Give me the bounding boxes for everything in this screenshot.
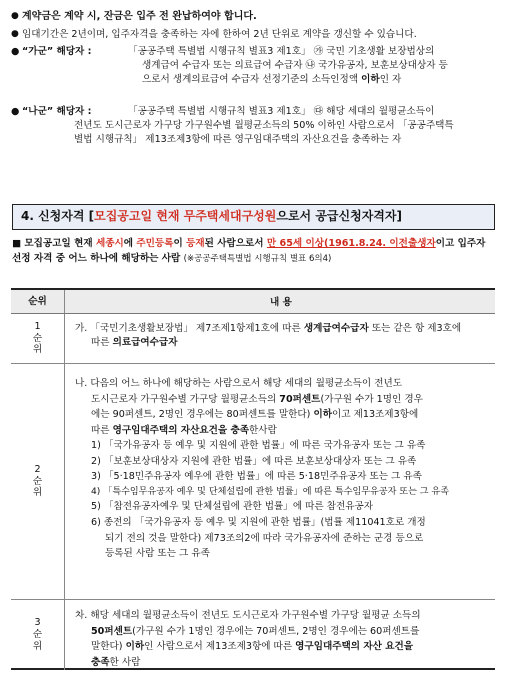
group-ga [10, 45, 500, 87]
table-row [11, 364, 495, 600]
content-line [75, 407, 487, 423]
emphasis: 이하 [361, 74, 380, 86]
emphasis: 영구임대주택의 자산 요건을 [295, 641, 414, 653]
section-prefix: 4. 신청자격 [ [21, 209, 95, 224]
sub-item: 3) 「5·18민주유공자 예우에 관한 법률」에 따른 5·18민주유공자 또는 그 유족 [91, 471, 422, 483]
reference-note: (※공공주택특별법 시행규칙 별표 6의4) [183, 254, 332, 265]
sub-item: 6) 종전의 「국가유공자 등 예우 및 지원에 관한 법률」(법률 제11041호로 개정 [91, 516, 426, 528]
rank-char: 위 [32, 344, 43, 356]
text: 한 사람 [109, 656, 141, 668]
emphasis: 생계급여수급자 [303, 323, 369, 334]
text: 도시근로자 가구원수별 가구당 월평균소득의 [91, 393, 280, 405]
bullet-icon: ● [11, 46, 20, 58]
emphasis: 이하 [125, 641, 145, 653]
note-lease-period [10, 28, 500, 42]
content-cell [65, 314, 495, 363]
bullet-icon: ● [11, 11, 19, 21]
group-ga-body [128, 45, 500, 87]
content-line: 나. 다음의 어느 하나에 해당하는 사람으로서 해당 세대의 월평균소득이 전년도 [75, 378, 403, 389]
rank-char: 위 [32, 487, 43, 499]
group-na-label: “나군” 해당자 : [22, 106, 92, 118]
text: 이 [173, 238, 187, 249]
group-na [10, 105, 500, 119]
content-line [75, 322, 487, 336]
sub-item: 5) 「참전유공자예우 및 단체설립에 관한 법률」에 따른 참전유공자 [91, 501, 374, 513]
emphasis-red: 주민등록 [136, 238, 174, 249]
group-na-body [128, 105, 500, 119]
content-line [75, 624, 487, 640]
group-na-line: 전년도 도시근로자 가구당 가구원수별 월평균소득의 50% 이하인 사람으로서 「공공주택특 [74, 120, 454, 132]
emphasis: 50퍼센트 [91, 625, 133, 637]
note-payment [10, 10, 500, 25]
emphasis: 영구임대주택의 자산요건을 충족 [112, 424, 250, 436]
rank-char: 순 [32, 332, 43, 344]
content-cell [65, 364, 495, 599]
content-line: 차. 해당 세대의 월평균소득이 전년도 도시근로자 가구원수별 가구당 월평균 소득의 [75, 610, 421, 621]
header-content: 내 용 [270, 296, 292, 308]
emphasis: 이하 [313, 409, 332, 421]
text: 가. 「국민기초생활보장법」 제7조제1항제1호에 따른 [75, 323, 304, 334]
text: 에 [123, 238, 137, 249]
text: 으로서 생계의료급여 수급자 선정기준의 소득인정액 [142, 74, 362, 86]
emphasis: 의료급여수급자 [112, 336, 178, 348]
bullet-icon: ● [11, 106, 20, 118]
table-header [11, 290, 495, 314]
rank-char: 위 [32, 640, 43, 652]
content-line [75, 423, 487, 439]
emphasis-red-underline: 만 65세 이상(1961.8.24. 이전 [266, 238, 408, 249]
sub-item: 4) 「특수임무유공자 예우 및 단체설립에 관한 법률」에 따른 특수임무유공자 또는 그 유족 [91, 486, 449, 497]
eligibility-table [11, 288, 495, 670]
rank-number: 3 [34, 617, 41, 629]
text: 말한다) [91, 641, 126, 653]
text: (가구원 수가 1명인 경우에는 70퍼센트, 2명인 경우에는 60퍼센트를 [132, 625, 420, 637]
content-line [75, 392, 487, 408]
text: 또는 같은 항 제3호에 [368, 323, 462, 334]
table-row [11, 314, 495, 364]
group-ga-label: “가군” 해당자 : [22, 46, 92, 58]
text: 따른 [91, 424, 113, 436]
emphasis-red: 세종시 [95, 238, 124, 249]
section-suffix: 으로서 공급신청자격자] [276, 209, 402, 224]
group-ga-line: 생계급여 수급자 또는 의료급여 수급자 ㉯ 국가유공자, 보훈보상대상자 등 [142, 60, 448, 72]
sub-item: 1) 「국가유공자 등 예우 및 지원에 관한 법률」에 따른 국가유공자 또는 그 유족 [91, 440, 426, 452]
sub-item: 등록된 사람 또는 그 유족 [105, 548, 210, 560]
content-line [75, 336, 487, 350]
group-na-line: 「공공주택 특별법 시행규칙 별표3 제1호」 ㉰ 해당 세대의 월평균소득이 [128, 106, 435, 118]
eligibility-intro [12, 236, 498, 267]
sub-item: 2) 「보훈보상대상자 지원에 관한 법률」에 따른 보훈보상대상자 또는 그 유족 [91, 455, 417, 467]
group-ga-line: 「공공주택 특별법 시행규칙 별표3 제1호」 ㉮ 국민 기초생활 보장법상의 [128, 46, 435, 58]
emphasis: 70퍼센트 [279, 393, 321, 405]
text: 이고 입주자 선정 자격 중 어느 하나에 해당하는 사람 [12, 238, 486, 265]
rank-cell [11, 314, 65, 363]
text: 인 자 [379, 74, 402, 86]
rank-char: 순 [32, 629, 43, 640]
rank-number: 2 [34, 463, 41, 475]
text: 한사람 [249, 424, 277, 436]
sub-item: 되기 전의 것을 말한다) 제73조의2에 따라 국가유공자에 준하는 군경 등으로 [105, 532, 424, 544]
table-row [11, 600, 495, 670]
text: (가구원 수가 1명인 경우 [320, 393, 423, 405]
content-line [75, 639, 487, 655]
notice-list [10, 10, 500, 147]
group-ga-line [128, 73, 494, 87]
emphasis-red-underline: 출생자 [407, 238, 436, 249]
text: 에는 90퍼센트, 2명인 경우에는 80퍼센트를 말한다) [91, 409, 314, 421]
note-payment-text: 계약금은 계약 시, 잔금은 입주 전 완납하여야 합니다. [22, 11, 257, 22]
text: 이고 제13조제3항에 [331, 409, 419, 421]
group-na-line: 별법 시행규칙」 제13조제3항에 따른 영구임대주택의 자산요건을 충족하는 자 [74, 133, 402, 145]
group-na-continued [10, 119, 500, 147]
rank-char: 순 [32, 475, 43, 487]
text: 된 사람으로서 [204, 238, 267, 249]
content-cell [65, 600, 495, 670]
section-heading [12, 204, 495, 230]
rank-cell [11, 364, 65, 599]
section-highlight: 모집공고일 현재 무주택세대구성원 [94, 209, 277, 224]
note-lease-text: 임대기간은 2년이며, 입주자격을 충족하는 자에 한하여 2년 단위로 계약을 갱신할 수 있습니다. [22, 28, 417, 40]
content-line [75, 655, 487, 671]
text: ■ 모집공고일 현재 [12, 238, 96, 249]
header-rank: 순위 [11, 290, 65, 313]
rank-number: 1 [34, 320, 41, 332]
text: 인 사람으로서 제13조제3항에 따른 [144, 641, 296, 653]
rank-cell [11, 600, 65, 670]
text: 따른 [91, 336, 113, 348]
emphasis-red: 등재 [186, 238, 205, 249]
bullet-icon: ● [11, 28, 19, 39]
emphasis: 충족 [91, 656, 110, 668]
